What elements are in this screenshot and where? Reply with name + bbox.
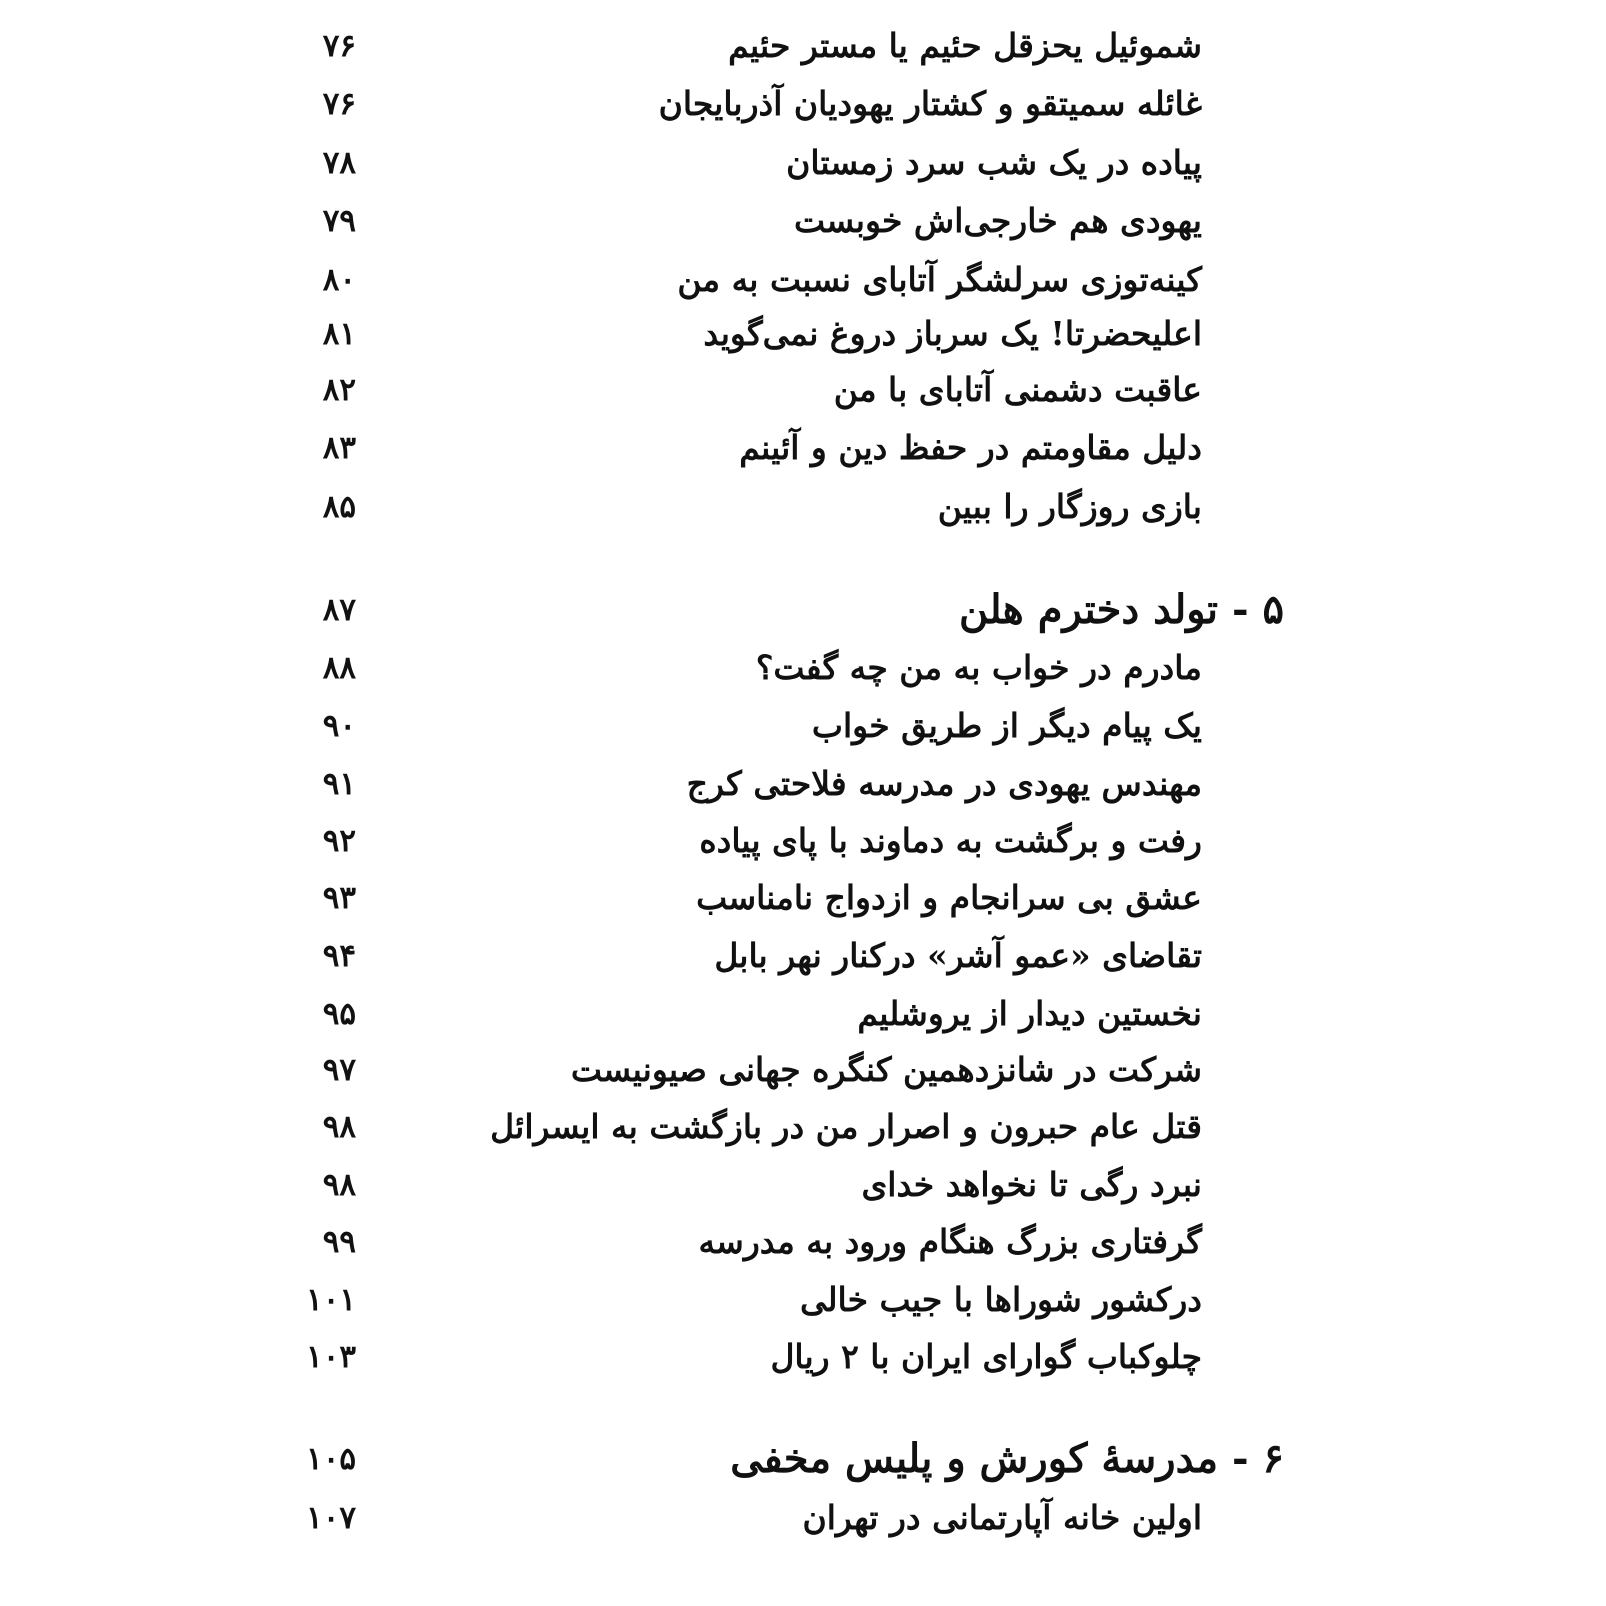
toc-entry [0, 420, 1606, 476]
toc-entry-page-number: ۹۸ [322, 1167, 356, 1203]
toc-entry-title: یهودی هم خارجی‌اش خوبست [793, 201, 1202, 240]
toc-entry [0, 1272, 1606, 1328]
toc-entry [0, 1042, 1606, 1098]
chapter-heading [0, 1431, 1606, 1487]
toc-entry [0, 928, 1606, 984]
toc-entry [0, 1214, 1606, 1270]
toc-entry-title: درکشور شوراها با جیب خالی [800, 1280, 1202, 1319]
toc-entry-title: اعلیحضرتا! یک سرباز دروغ نمی‌گوید [703, 314, 1202, 353]
toc-entry [0, 76, 1606, 132]
chapter-title: تولد دخترم هلن [958, 586, 1219, 633]
toc-entry [0, 362, 1606, 418]
chapter-title-line [730, 1431, 1284, 1487]
toc-entry-title: شموئیل یحزقل حئیم یا مستر حئیم [728, 26, 1202, 65]
toc-entry [0, 813, 1606, 869]
chapter-number: ۶ - [1231, 1435, 1284, 1482]
toc-entry-title: دلیل مقاومتم در حفظ دین و آئینم [739, 428, 1202, 467]
toc-entry [0, 1157, 1606, 1213]
toc-entry [0, 18, 1606, 74]
toc-entry-page-number: ۷۶ [322, 28, 356, 64]
toc-entry [0, 1099, 1606, 1155]
toc-entry-page-number: ۹۷ [322, 1052, 356, 1088]
chapter-number: ۵ - [1231, 586, 1284, 633]
toc-entry-page-number: ۹۰ [322, 708, 356, 744]
toc-entry-page-number: ۹۱ [322, 766, 356, 802]
toc-entry-title: گرفتاری بزرگ هنگام ورود به مدرسه [698, 1222, 1202, 1261]
toc-entry [0, 306, 1606, 362]
toc-entry [0, 756, 1606, 812]
toc-entry-page-number: ۹۲ [322, 823, 356, 859]
chapter-heading [0, 582, 1606, 638]
chapter-title-line [959, 582, 1284, 638]
toc-entry-page-number: ۸۳ [322, 430, 356, 466]
toc-entry-title: رفت و برگشت به دماوند با پای پیاده [699, 821, 1202, 860]
toc-entry-title: غائله سمیتقو و کشتار یهودیان آذربایجان [658, 84, 1202, 123]
toc-entry-title: قتل عام حبرون و اصرار من در بازگشت به ایسرائل [490, 1107, 1202, 1146]
toc-entry-page-number: ۷۹ [322, 203, 356, 239]
toc-entry-title: اولین خانه آپارتمانی در تهران [802, 1498, 1202, 1537]
toc-entry [0, 870, 1606, 926]
toc-entry [0, 252, 1606, 308]
toc-entry-title: یک پیام دیگر از طریق خواب [811, 706, 1202, 745]
toc-entry-page-number: ۸۲ [322, 372, 356, 408]
toc-entry-title: بازی روزگار را ببین [937, 487, 1202, 526]
chapter-page-number: ۸۷ [322, 592, 356, 628]
toc-entry-page-number: ۸۸ [322, 650, 356, 686]
toc-entry-title: عشق بی سرانجام و ازدواج نامناسب [696, 878, 1202, 917]
chapter-page-number: ۱۰۵ [306, 1441, 356, 1477]
toc-entry [0, 1490, 1606, 1546]
toc-entry-page-number: ۸۱ [322, 316, 356, 352]
toc-entry [0, 640, 1606, 696]
toc-entry-title: نخستین دیدار از یروشلیم [857, 994, 1202, 1033]
toc-entry [0, 986, 1606, 1042]
toc-entry-page-number: ۱۰۱ [306, 1282, 356, 1318]
toc-entry-page-number: ۹۳ [322, 880, 356, 916]
toc-entry [0, 1329, 1606, 1385]
toc-entry-page-number: ۹۸ [322, 1109, 356, 1145]
chapter-title: مدرسهٔ کورش و پلیس مخفی [730, 1435, 1219, 1482]
toc-entry-title: تقاضای «عمو آشر» درکنار نهر بابل [714, 936, 1202, 975]
toc-entry-title: نبرد رگی تا نخواهد خدای [861, 1165, 1202, 1204]
toc-entry [0, 193, 1606, 249]
toc-entry-title: پیاده در یک شب سرد زمستان [786, 143, 1202, 182]
toc-entry-page-number: ۱۰۳ [306, 1339, 356, 1375]
toc-entry-page-number: ۸۵ [322, 489, 356, 525]
toc-entry-title: شرکت در شانزدهمین کنگره جهانی صیونیست [570, 1050, 1202, 1089]
toc-entry-title: کینه‌توزی سرلشگر آتابای نسبت به من [677, 260, 1202, 299]
toc-entry [0, 698, 1606, 754]
toc-entry-page-number: ۱۰۷ [306, 1500, 356, 1536]
toc-entry-title: مادرم در خواب به من چه گفت؟ [755, 648, 1202, 687]
toc-entry-page-number: ۹۴ [322, 938, 356, 974]
toc-entry-page-number: ۹۹ [322, 1224, 356, 1260]
toc-entry [0, 479, 1606, 535]
toc-entry-title: عاقبت دشمنی آتابای با من [833, 370, 1202, 409]
toc-entry [0, 135, 1606, 191]
toc-entry-title: مهندس یهودی در مدرسه فلاحتی کرج [686, 764, 1202, 803]
toc-entry-page-number: ۷۶ [322, 86, 356, 122]
toc-entry-title: چلوکباب گوارای ایران با ۲ ریال [770, 1337, 1202, 1376]
toc-entry-page-number: ۸۰ [322, 262, 356, 298]
toc-entry-page-number: ۹۵ [322, 996, 356, 1032]
toc-entry-page-number: ۷۸ [322, 145, 356, 181]
